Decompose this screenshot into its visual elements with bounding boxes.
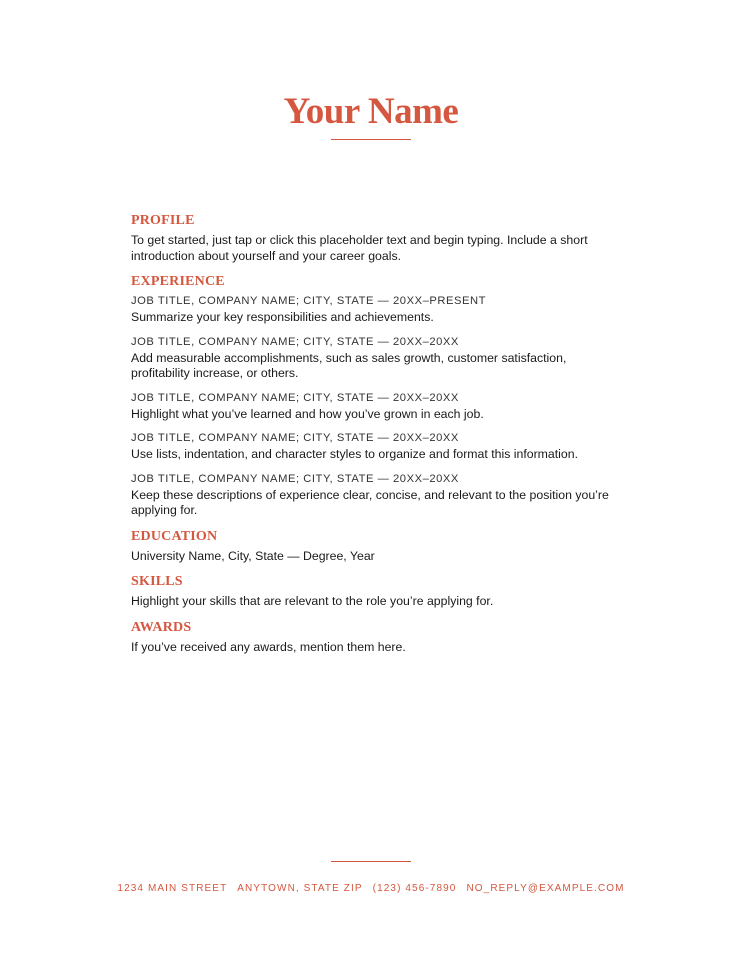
footer-address[interactable]: 1234 MAIN STREET — [117, 883, 228, 894]
job-entry — [131, 335, 611, 382]
job-description[interactable]: Highlight what you’ve learned and how you’ve grown in each job. — [131, 406, 484, 421]
job-title[interactable]: JOB TITLE, COMPANY NAME; CITY, STATE — 20XX–20XX — [131, 335, 459, 348]
job-entry — [131, 472, 611, 519]
job-entry — [131, 294, 611, 326]
job-description[interactable]: Use lists, indentation, and character styles to organize and format this information. — [131, 447, 579, 461]
resume-name[interactable]: Your Name — [283, 91, 459, 132]
job-entry — [131, 391, 611, 423]
job-title[interactable]: JOB TITLE, COMPANY NAME; CITY, STATE — 20XX–PRESENT — [131, 295, 487, 307]
awards-heading[interactable]: AWARDS — [131, 619, 192, 635]
education-heading[interactable]: EDUCATION — [131, 528, 218, 544]
skills-heading[interactable]: SKILLS — [131, 574, 183, 589]
education-section — [131, 528, 611, 565]
profile-text[interactable]: To get started, just tap or click this placeholder text and begin typing. Include a short introduction about yourself and your career goals. — [131, 233, 588, 263]
job-description[interactable]: Add measurable accomplishments, such as sales growth, customer satisfaction, profitability increase, or others. — [131, 350, 567, 380]
job-title[interactable]: JOB TITLE, COMPANY NAME; CITY, STATE — 20XX–20XX — [131, 432, 459, 444]
job-entry — [131, 431, 611, 463]
job-title[interactable]: JOB TITLE, COMPANY NAME; CITY, STATE — 20XX–20XX — [131, 472, 459, 485]
skills-text[interactable]: Highlight your skills that are relevant to the role you’re applying for. — [131, 594, 494, 608]
job-description[interactable]: Summarize your key responsibilities and achievements. — [131, 310, 434, 324]
education-text[interactable]: University Name, City, State — Degree, Year — [131, 548, 375, 563]
footer-divider — [331, 861, 411, 862]
awards-text[interactable]: If you’ve received any awards, mention them here. — [131, 639, 406, 654]
profile-section — [131, 212, 611, 264]
header-divider — [331, 139, 411, 140]
contact-footer — [0, 882, 742, 896]
skills-section — [131, 573, 611, 610]
job-title[interactable]: JOB TITLE, COMPANY NAME; CITY, STATE — 20XX–20XX — [131, 391, 459, 404]
resume-content — [131, 212, 611, 664]
footer-city[interactable]: ANYTOWN, STATE ZIP — [237, 883, 363, 894]
footer-email[interactable]: NO_REPLY@EXAMPLE.COM — [466, 883, 625, 894]
profile-heading[interactable]: PROFILE — [131, 213, 195, 228]
job-description[interactable]: Keep these descriptions of experience clear, concise, and relevant to the position you’re applying for. — [131, 487, 609, 517]
footer-phone[interactable]: (123) 456-7890 — [372, 883, 457, 894]
awards-section — [131, 619, 611, 656]
experience-heading[interactable]: EXPERIENCE — [131, 274, 225, 289]
experience-section — [131, 273, 611, 519]
